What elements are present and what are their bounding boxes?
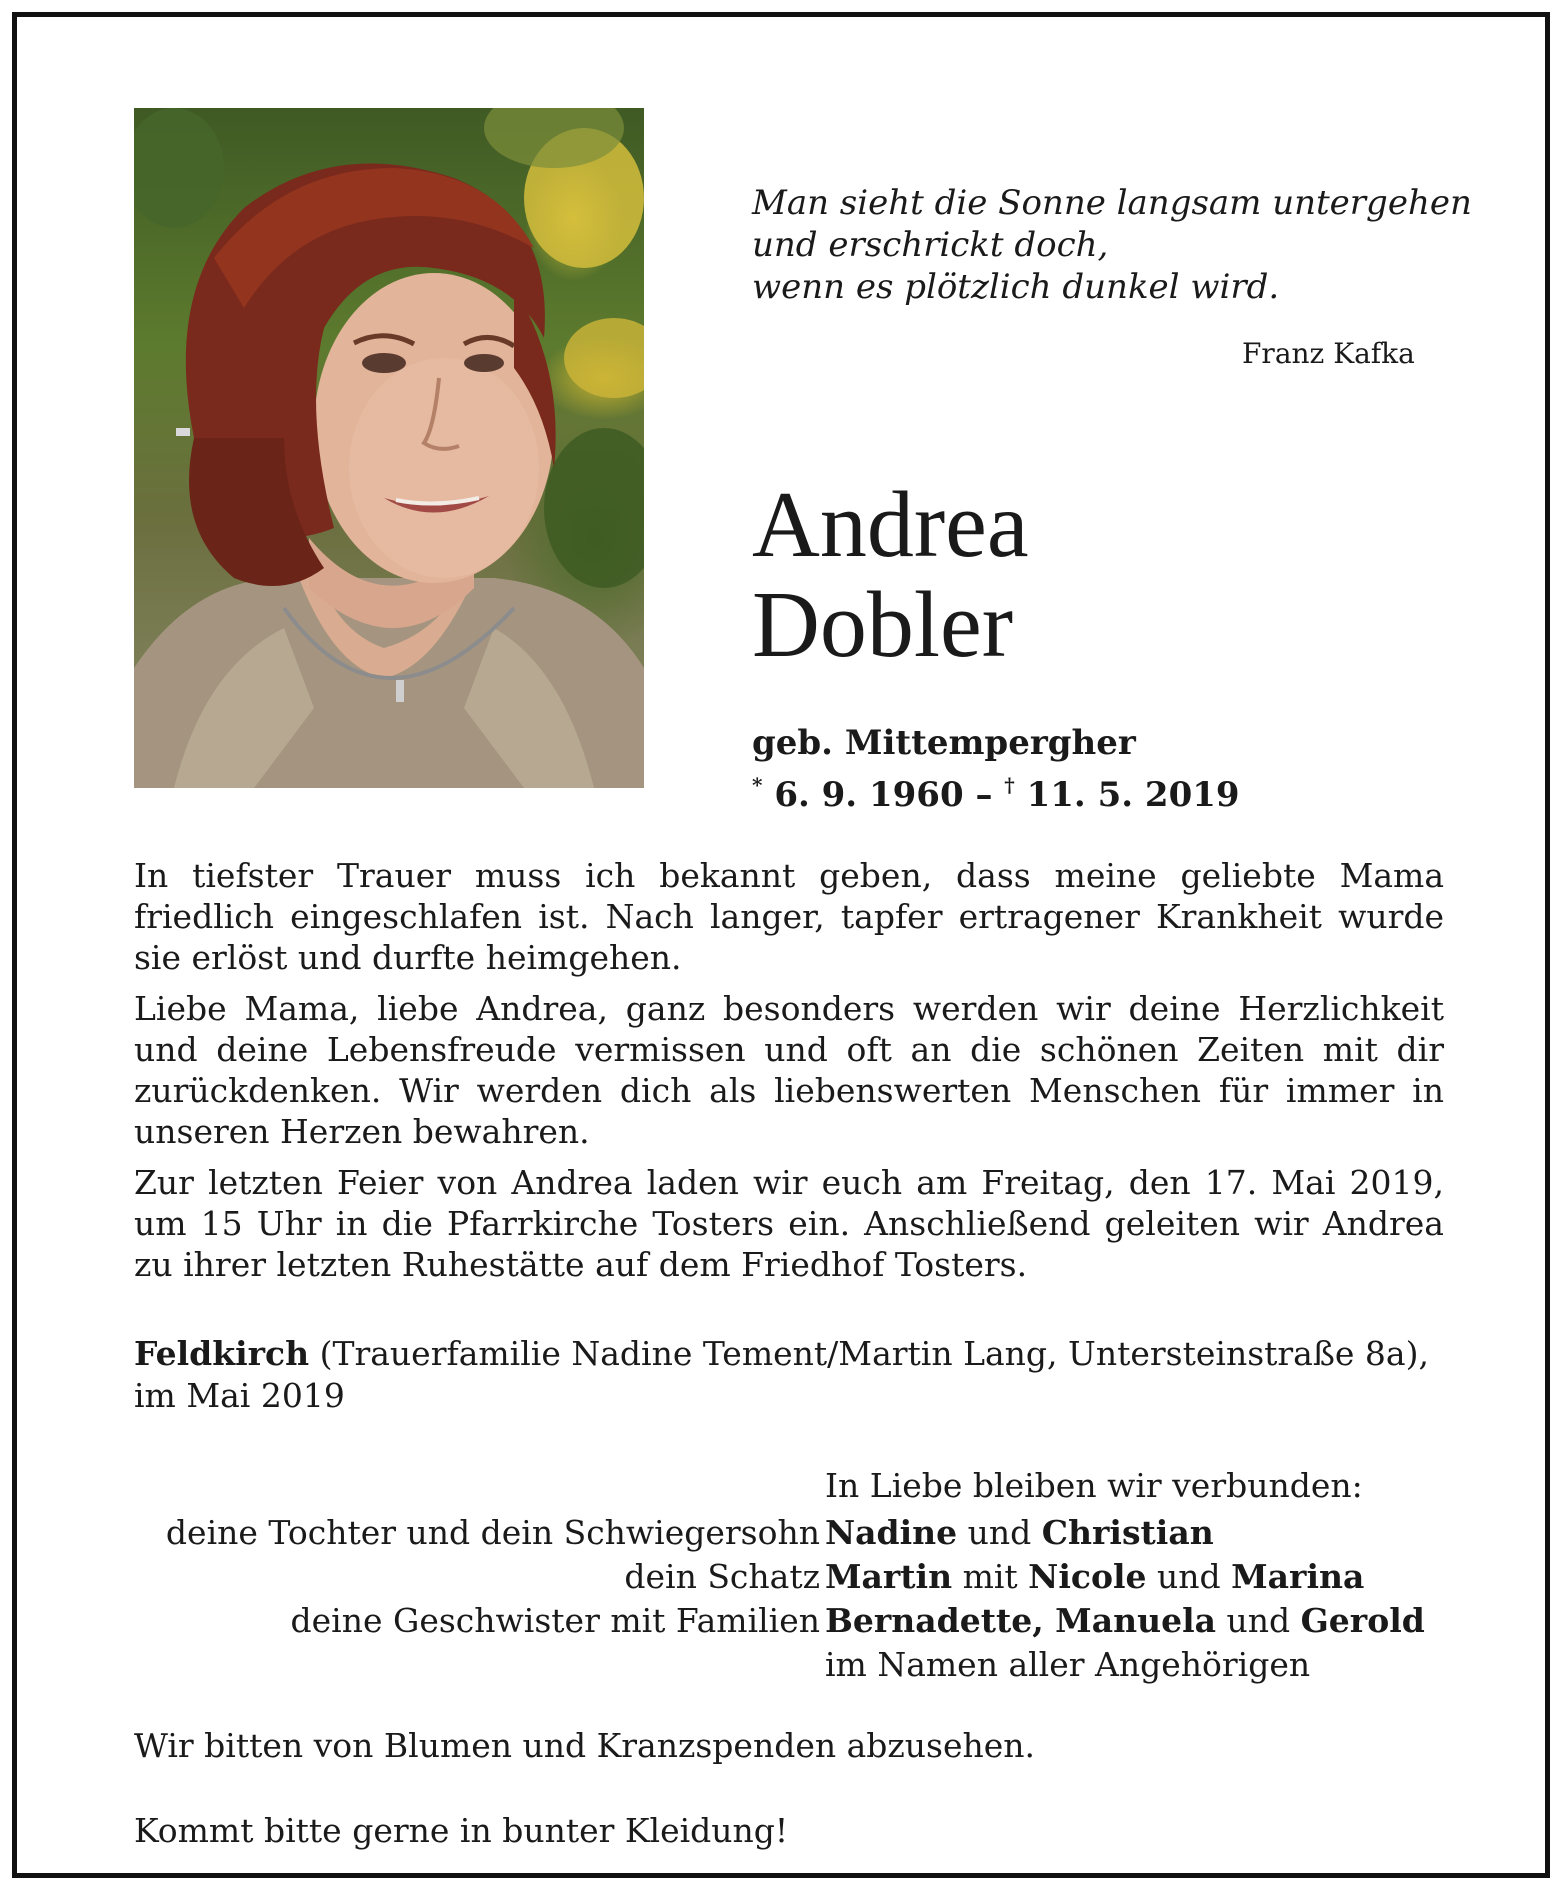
quote-line: Man sieht die Sonne langsam untergehen <box>752 183 1472 223</box>
family-connector: mit <box>952 1557 1029 1596</box>
family-names <box>825 1511 1214 1555</box>
place-city: Feldkirch <box>134 1334 310 1373</box>
obituary-frame <box>12 12 1550 1878</box>
body-paragraph: Zur letzten Feier von Andrea laden wir euch am Freitag, den 17. Mai 2019, um 15 Uhr in die Pfarrkirche Tosters ein. Anschließend geleiten wir Andrea zu ihrer letzten Ruhestätte auf dem Friedhof Tosters. <box>134 1163 1444 1284</box>
family-intro: In Liebe bleiben wir verbunden: <box>825 1466 1363 1505</box>
death-date: 11. 5. 2019 <box>1026 775 1240 815</box>
body-paragraph: In tiefster Trauer muss ich bekannt geben, dass meine geliebte Mama friedlich eingeschlafen ist. Nach langer, tapfer ertragener Krankheit wurde sie erlöst und durfte heimgehen. <box>134 856 1444 977</box>
last-name: Dobler <box>752 573 1014 677</box>
family-relation: dein Schatz <box>624 1557 820 1596</box>
first-name: Andrea <box>752 473 1029 577</box>
obituary-body <box>134 855 1444 1295</box>
quote-author: Franz Kafka <box>1242 337 1415 370</box>
life-dates <box>752 765 1240 815</box>
family-name: Bernadette, Manuela <box>825 1601 1216 1640</box>
deceased-name <box>752 475 1029 675</box>
family-relation: deine Geschwister mit Familien <box>290 1601 820 1640</box>
family-outro: im Namen aller Angehörigen <box>825 1645 1311 1684</box>
date-dash: – <box>975 775 993 815</box>
death-symbol: † <box>1004 773 1015 797</box>
kafka-quote <box>752 182 1472 308</box>
birth-date: 6. 9. 1960 <box>774 775 964 815</box>
family-names <box>825 1599 1425 1643</box>
portrait-illustration <box>134 108 644 788</box>
family-relation: deine Tochter und dein Schwiegersohn <box>165 1513 820 1552</box>
quote-line: und erschrickt doch, <box>752 225 1109 265</box>
family-name: Nicole <box>1028 1557 1147 1596</box>
family-names <box>825 1555 1364 1599</box>
body-paragraph: Liebe Mama, liebe Andrea, ganz besonders werden wir deine Herzlichkeit und deine Lebensfreude vermissen und oft an die schönen Zeiten mit dir zurückdenken. Wir werden dich als liebenswerten Menschen für immer in unseren Herzen bewahren. <box>134 989 1444 1151</box>
flowers-note: Wir bitten von Blumen und Kranzspenden abzusehen. <box>134 1726 1036 1765</box>
family-row <box>17 1511 1555 1555</box>
family-name: Martin <box>825 1557 953 1596</box>
birth-symbol: * <box>752 773 763 797</box>
family-connector: und <box>957 1513 1042 1552</box>
family-row <box>17 1555 1555 1599</box>
clothing-note: Kommt bitte gerne in bunter Kleidung! <box>134 1811 789 1850</box>
place-and-date <box>134 1333 1464 1417</box>
quote-line: wenn es plötzlich dunkel wird. <box>752 267 1280 307</box>
family-name: Nadine <box>825 1513 958 1552</box>
family-name: Christian <box>1041 1513 1214 1552</box>
family-outro-row <box>17 1643 1555 1687</box>
family-connector: und <box>1216 1601 1301 1640</box>
family-row <box>17 1599 1555 1643</box>
birth-name: geb. Mittempergher <box>752 723 1136 763</box>
family-connector: und <box>1146 1557 1232 1596</box>
place-details: (Trauerfamilie Nadine Tement/Martin Lang, Untersteinstraße 8a), <box>309 1334 1429 1373</box>
family-name: Marina <box>1231 1557 1365 1596</box>
family-name: Gerold <box>1300 1601 1425 1640</box>
portrait-photo <box>134 108 644 788</box>
place-date: im Mai 2019 <box>134 1376 345 1415</box>
